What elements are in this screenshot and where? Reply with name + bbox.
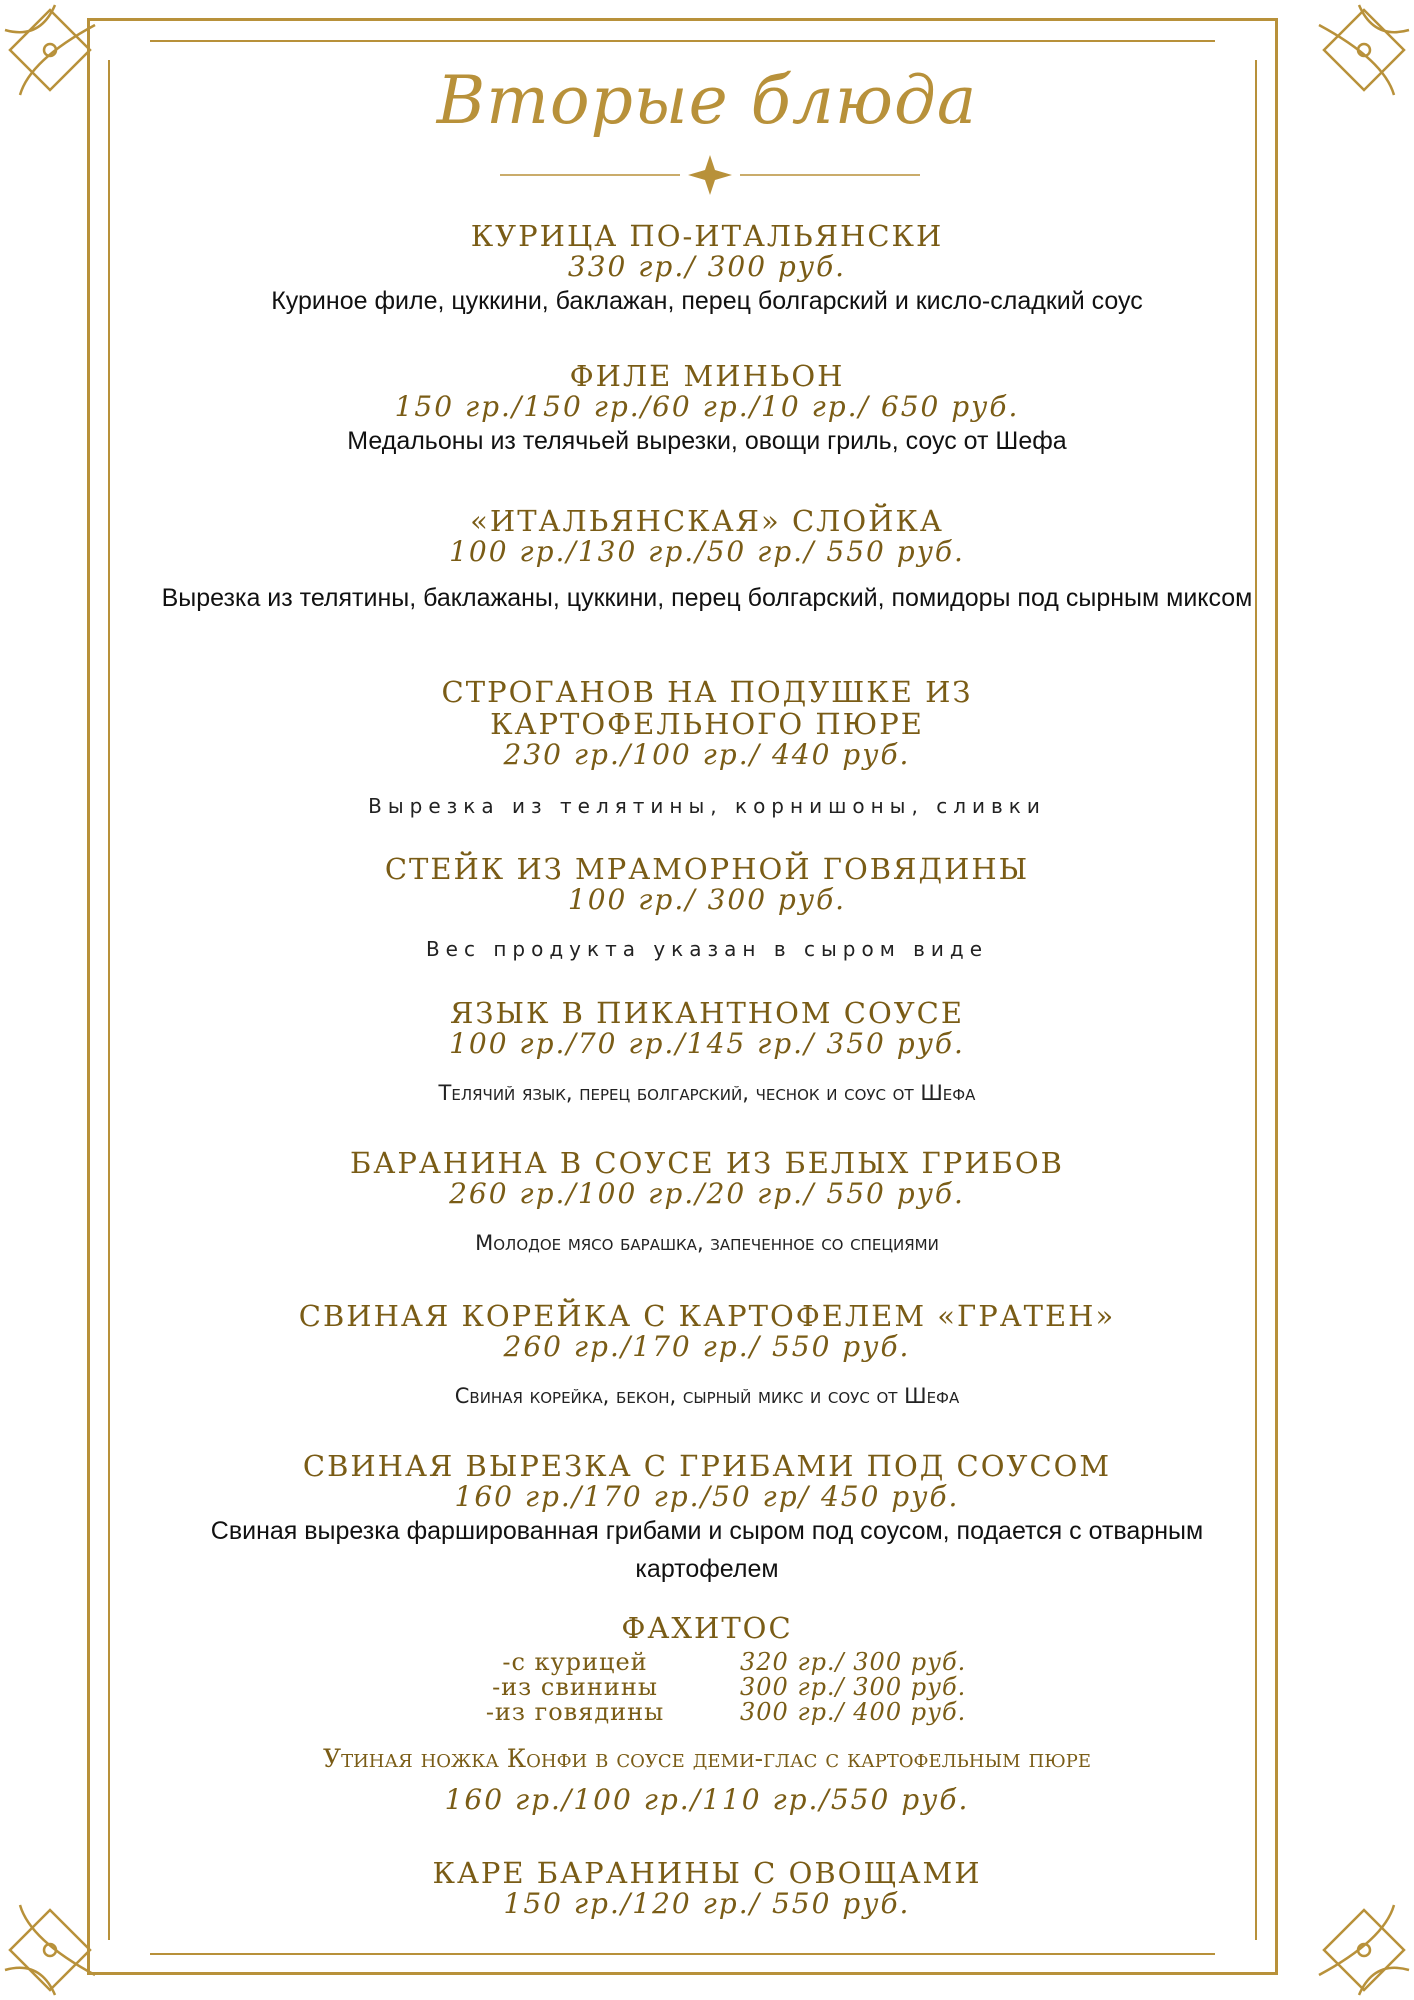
dish-price: 150 гр./150 гр./60 гр./10 гр./ 650 руб.	[394, 390, 1020, 423]
dish-description: Свиная корейка, бекон, сырный микс и соус от Шефа	[454, 1384, 960, 1408]
dish-description: Вес продукта указан в сыром виде	[425, 937, 989, 961]
option-name: -с курицей	[502, 1648, 648, 1676]
dish-name: ФИЛЕ МИНЬОН	[569, 359, 845, 393]
dish-description: Телячий язык, перец болгарский, чеснок и соус от Шефа	[438, 1081, 976, 1105]
dish-name: СТЕЙК ИЗ МРАМОРНОЙ ГОВЯДИНЫ	[384, 852, 1030, 886]
dish-name: СТРОГАНОВ НА ПОДУШКЕ ИЗ КАРТОФЕЛЬНОГО ПЮРЕ	[441, 675, 973, 741]
page-title: Вторые блюда	[436, 62, 978, 139]
dish-item	[110, 1147, 1304, 1255]
dish-name: СВИНАЯ ВЫРЕЗКА С ГРИБАМИ ПОД СОУСОМ	[302, 1449, 1112, 1483]
corner-ornament-top-left-icon	[0, 0, 110, 110]
dish-price: 260 гр./100 гр./20 гр./ 550 руб.	[449, 1177, 965, 1210]
dish-price: 100 гр./70 гр./145 гр./ 350 руб.	[449, 1027, 965, 1060]
corner-ornament-bottom-left-icon	[0, 1890, 110, 2000]
border-line-top	[150, 40, 1215, 42]
dish-name: «ИТАЛЬЯНСКАЯ» СЛОЙКА	[470, 504, 944, 538]
fahitos-option	[410, 1700, 1050, 1725]
dish-description: Куриное филе, цуккини, баклажан, перец болгарский и кисло-сладкий соус	[271, 287, 1143, 315]
corner-ornament-bottom-right-icon	[1304, 1890, 1414, 2000]
fahitos-options	[410, 1650, 1050, 1725]
option-price: 300 гр./ 400 руб.	[740, 1698, 967, 1726]
fahitos-option	[410, 1675, 1050, 1700]
option-name: -из говядины	[485, 1698, 665, 1726]
dish-price: 260 гр./170 гр./ 550 руб.	[503, 1330, 911, 1363]
dish-price: 100 гр./ 300 руб.	[567, 883, 847, 916]
dish-price: 160 гр./100 гр./110 гр./550 руб.	[444, 1783, 970, 1816]
star-divider-icon	[500, 150, 920, 200]
dish-name: КАРЕ БАРАНИНЫ С ОВОЩАМИ	[432, 1856, 982, 1890]
dish-item	[110, 676, 1304, 818]
dish-description: Свиная вырезка фаршированная грибами и сыром под соусом, подается с отварным картофелем	[210, 1517, 1204, 1583]
dish-item	[110, 1300, 1304, 1408]
fahitos-option	[410, 1650, 1050, 1675]
dish-item	[110, 997, 1304, 1105]
dish-item	[110, 853, 1304, 961]
fahitos-title	[110, 1612, 1304, 1644]
dish-price: 100 гр./130 гр./50 гр./ 550 руб.	[449, 535, 965, 568]
dish-price: 230 гр./100 гр./ 440 руб.	[503, 738, 911, 771]
dish-item	[110, 1450, 1304, 1588]
dish-item	[110, 360, 1304, 460]
dish-name: КУРИЦА ПО-ИТАЛЬЯНСКИ	[470, 219, 944, 253]
dish-item	[110, 1857, 1304, 1919]
dish-description: Вырезка из телятины, баклажаны, цуккини, перец болгарский, помидоры под сырным миксом	[161, 584, 1253, 612]
dish-price: 150 гр./120 гр./ 550 руб.	[503, 1887, 911, 1920]
dish-name: БАРАНИНА В СОУСЕ ИЗ БЕЛЫХ ГРИБОВ	[350, 1146, 1064, 1180]
dish-description: Вырезка из телятины, корнишоны, сливки	[368, 794, 1046, 818]
corner-ornament-top-right-icon	[1304, 0, 1414, 110]
dish-description: Молодое мясо барашка, запеченное со специями	[475, 1231, 939, 1255]
dish-item	[110, 1744, 1304, 1815]
dish-name: ФАХИТОС	[621, 1611, 793, 1645]
option-price: 320 гр./ 300 руб.	[740, 1648, 967, 1676]
dish-item	[110, 505, 1304, 617]
option-price: 300 гр./ 300 руб.	[740, 1673, 967, 1701]
dish-name: СВИНАЯ КОРЕЙКА С КАРТОФЕЛЕМ «ГРАТЕН»	[298, 1299, 1116, 1333]
option-name: -из свинины	[492, 1673, 658, 1701]
dish-description: Медальоны из телячьей вырезки, овощи гриль, соус от Шефа	[347, 427, 1067, 455]
dish-item	[110, 220, 1304, 320]
dish-name: Утиная ножка Конфи в соусе деми-глас с картофельным пюре	[323, 1744, 1091, 1773]
dish-price: 160 гр./170 гр./50 гр/ 450 руб.	[454, 1480, 960, 1513]
dish-price: 330 гр./ 300 руб.	[567, 250, 847, 283]
dish-name: ЯЗЫК В ПИКАНТНОМ СОУСЕ	[449, 996, 965, 1030]
border-line-bottom	[150, 1953, 1215, 1955]
